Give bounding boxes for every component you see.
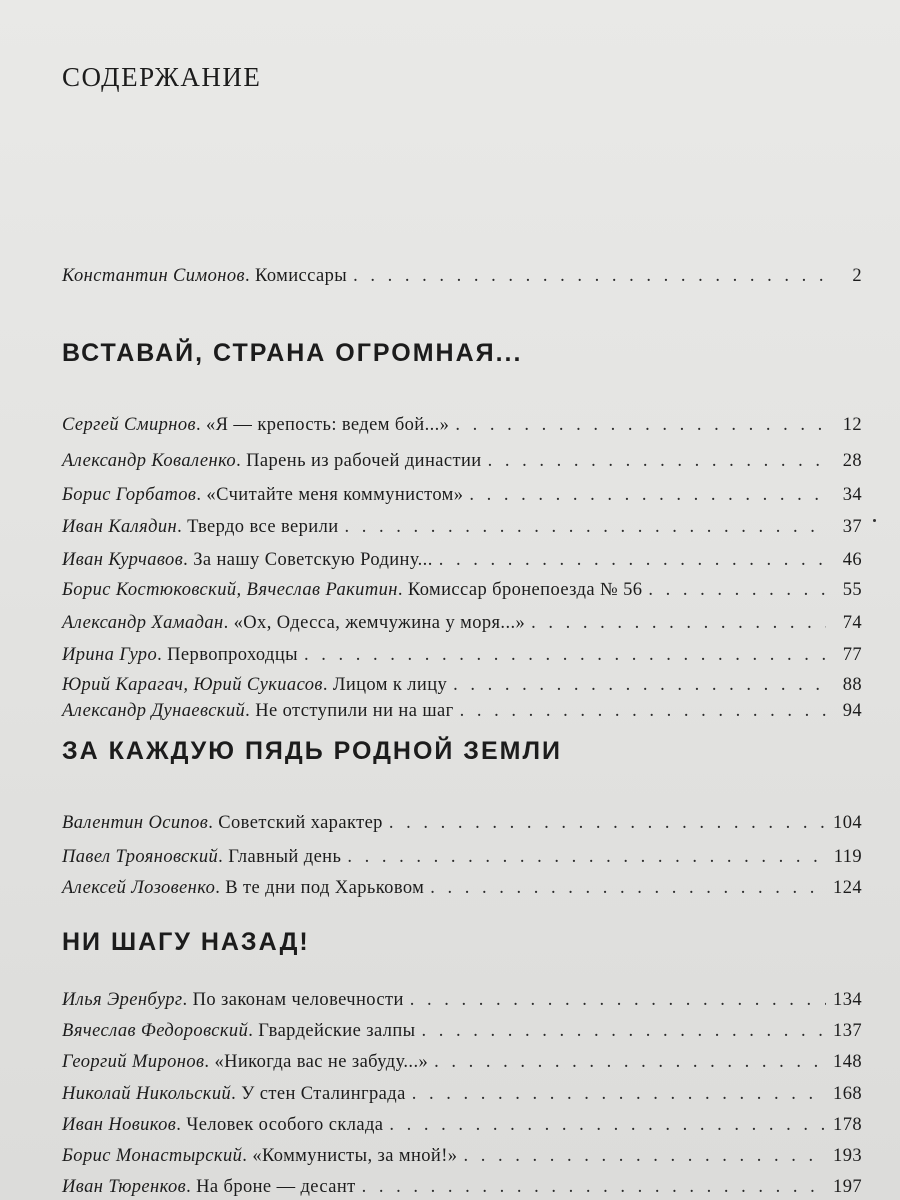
entry-page-number: 74: [842, 613, 862, 633]
dot-leader: [410, 990, 826, 1011]
entry-author: Вячеслав Федоровский: [62, 1021, 249, 1041]
entry-title: Первопроходцы: [167, 645, 298, 665]
toc-entry: Борис Костюковский, Вячеслав Ракитин . Комиссар бронепоезда № 56 . . . 55: [62, 580, 862, 601]
dot-leader: [469, 485, 826, 506]
entry-page-number: 178: [833, 1115, 862, 1135]
toc-entry-intro: Константин Симонов . Комиссары . . . 2: [62, 266, 862, 287]
toc-entry: Борис Монастырский . «Коммунисты, за мной!» . . . 193: [62, 1146, 862, 1167]
entry-page-number: 124: [833, 878, 862, 898]
entry-page-number: 119: [833, 847, 862, 867]
entry-page-number: 88: [842, 675, 862, 695]
entry-title: «Я — крепость: ведем бой...»: [206, 415, 450, 435]
entry-author: Николай Никольский: [62, 1084, 232, 1104]
dot-leader: [453, 675, 826, 696]
dot-leader: [463, 1146, 826, 1167]
toc-entry: Георгий Миронов . «Никогда вас не забуду...» . . . 148: [62, 1052, 862, 1073]
entry-page-number: 134: [833, 990, 862, 1010]
entry-author: Иван Калядин: [62, 517, 178, 537]
entry-page-number: 12: [842, 415, 862, 435]
entry-page-number: 2: [852, 266, 862, 286]
toc-entry: Александр Коваленко . Парень из рабочей династии . . . 28: [62, 451, 862, 472]
section-heading: ЗА КАЖДУЮ ПЯДЬ РОДНОЙ ЗЕМЛИ: [62, 737, 562, 765]
entry-author: Борис Горбатов: [62, 485, 197, 505]
section-heading: ВСТАВАЙ, СТРАНА ОГРОМНАЯ...: [62, 339, 523, 367]
entry-author: Валентин Осипов: [62, 813, 209, 833]
entry-author: Павел Трояновский: [62, 847, 219, 867]
entry-author: Ирина Гуро: [62, 645, 158, 665]
entry-author: Константин Симонов: [62, 266, 245, 286]
entry-author: Алексей Лозовенко: [62, 878, 216, 898]
entry-title: За нашу Советскую Родину...: [193, 550, 433, 570]
toc-entry: Алексей Лозовенко . В те дни под Харьковом . . . 124: [62, 878, 862, 899]
entry-author: Илья Эренбург: [62, 990, 183, 1010]
entry-title: «Считайте меня коммунистом»: [206, 485, 464, 505]
toc-entry: Иван Курчавов . За нашу Советскую Родину... . . . 46: [62, 550, 862, 571]
entry-title: Твердо все верили: [187, 517, 339, 537]
entry-author: Сергей Смирнов: [62, 415, 196, 435]
entry-title: Человек особого склада: [186, 1115, 384, 1135]
dot-leader: [304, 645, 826, 666]
entry-page-number: 197: [833, 1177, 862, 1197]
entry-title: Комиссары: [255, 266, 348, 286]
entry-author: Иван Тюренков: [62, 1177, 187, 1197]
entry-title: У стен Сталинграда: [241, 1084, 406, 1104]
entry-page-number: 34: [842, 485, 862, 505]
entry-page-number: 137: [833, 1021, 862, 1041]
dot-leader: [421, 1021, 826, 1042]
entry-author: Иван Новиков: [62, 1115, 177, 1135]
toc-entry: Вячеслав Федоровский . Гвардейские залпы . . . 137: [62, 1021, 862, 1042]
toc-entry: Ирина Гуро . Первопроходцы . . . 77: [62, 645, 862, 666]
toc-entry: Валентин Осипов . Советский характер . . . 104: [62, 813, 862, 834]
entry-page-number: 55: [842, 580, 862, 600]
entry-page-number: 94: [842, 701, 862, 721]
entry-page-number: 193: [833, 1146, 862, 1166]
entry-author: Александр Дунаевский: [62, 701, 246, 721]
entry-title: Гвардейские залпы: [258, 1021, 416, 1041]
toc-entry: Александр Хамадан . «Ох, Одесса, жемчужина у моря...» . . . 74: [62, 613, 862, 634]
dot-leader: [648, 580, 826, 601]
entry-title: «Коммунисты, за мной!»: [252, 1146, 458, 1166]
dot-leader: [389, 1115, 826, 1136]
entry-title: Комиссар бронепоезда № 56: [407, 580, 643, 600]
dot-leader: [434, 1052, 826, 1073]
dot-leader: [347, 847, 826, 868]
entry-title: «Никогда вас не забуду...»: [214, 1052, 429, 1072]
entry-title: Советский характер: [218, 813, 383, 833]
dot-leader: [439, 550, 826, 571]
entry-page-number: 37: [842, 517, 862, 537]
entry-title: На броне — десант: [196, 1177, 356, 1197]
section-heading: НИ ШАГУ НАЗАД!: [62, 928, 310, 956]
dot-leader: [531, 613, 826, 634]
toc-entry: Илья Эренбург . По законам человечности . . . 134: [62, 990, 862, 1011]
entry-title: Не отступили ни на шаг: [255, 701, 454, 721]
entry-author: Борис Костюковский, Вячеслав Ракитин: [62, 580, 398, 600]
entry-page-number: 28: [842, 451, 862, 471]
toc-entry: Юрий Карагач, Юрий Сукиасов . Лицом к лицу . . . 88: [62, 675, 862, 696]
contents-title: СОДЕРЖАНИЕ: [62, 62, 262, 92]
entry-author: Александр Хамадан: [62, 613, 224, 633]
dot-leader: [389, 813, 826, 834]
toc-entry: Павел Трояновский . Главный день . . . 119: [62, 847, 862, 868]
entry-title: Парень из рабочей династии: [246, 451, 482, 471]
entry-author: Борис Монастырский: [62, 1146, 243, 1166]
dot-leader: [488, 451, 826, 472]
toc-entry: Александр Дунаевский . Не отступили ни на шаг . . . 94: [62, 701, 862, 722]
entry-page-number: 168: [833, 1084, 862, 1104]
entry-title: Главный день: [228, 847, 342, 867]
toc-entry: Иван Тюренков . На броне — десант . . . 197: [62, 1177, 862, 1198]
dot-leader: [430, 878, 826, 899]
dot-leader: [455, 415, 826, 436]
stray-ink-mark: [873, 519, 876, 522]
dot-leader: [412, 1084, 826, 1105]
toc-entry: Иван Калядин . Твердо все верили . . . 37: [62, 517, 862, 538]
entry-title: Лицом к лицу: [332, 675, 448, 695]
dot-leader: [362, 1177, 826, 1198]
entry-author: Георгий Миронов: [62, 1052, 205, 1072]
toc-entry: Николай Никольский . У стен Сталинграда . . . 168: [62, 1084, 862, 1105]
entry-title: В те дни под Харьковом: [225, 878, 425, 898]
toc-entry: Сергей Смирнов . «Я — крепость: ведем бой...» . . . 12: [62, 415, 862, 436]
toc-entry: Борис Горбатов . «Считайте меня коммунистом» . . . 34: [62, 485, 862, 506]
entry-author: Александр Коваленко: [62, 451, 237, 471]
toc-entry: Иван Новиков . Человек особого склада . . . 178: [62, 1115, 862, 1136]
entry-author: Иван Курчавов: [62, 550, 184, 570]
dot-leader: [460, 701, 826, 722]
entry-page-number: 148: [833, 1052, 862, 1072]
entry-author: Юрий Карагач, Юрий Сукиасов: [62, 675, 323, 695]
entry-title: «Ох, Одесса, жемчужина у моря...»: [233, 613, 526, 633]
entry-page-number: 46: [842, 550, 862, 570]
entry-page-number: 104: [833, 813, 862, 833]
entry-title: По законам человечности: [192, 990, 404, 1010]
entry-page-number: 77: [842, 645, 862, 665]
dot-leader: [353, 266, 826, 287]
dot-leader: [345, 517, 826, 538]
